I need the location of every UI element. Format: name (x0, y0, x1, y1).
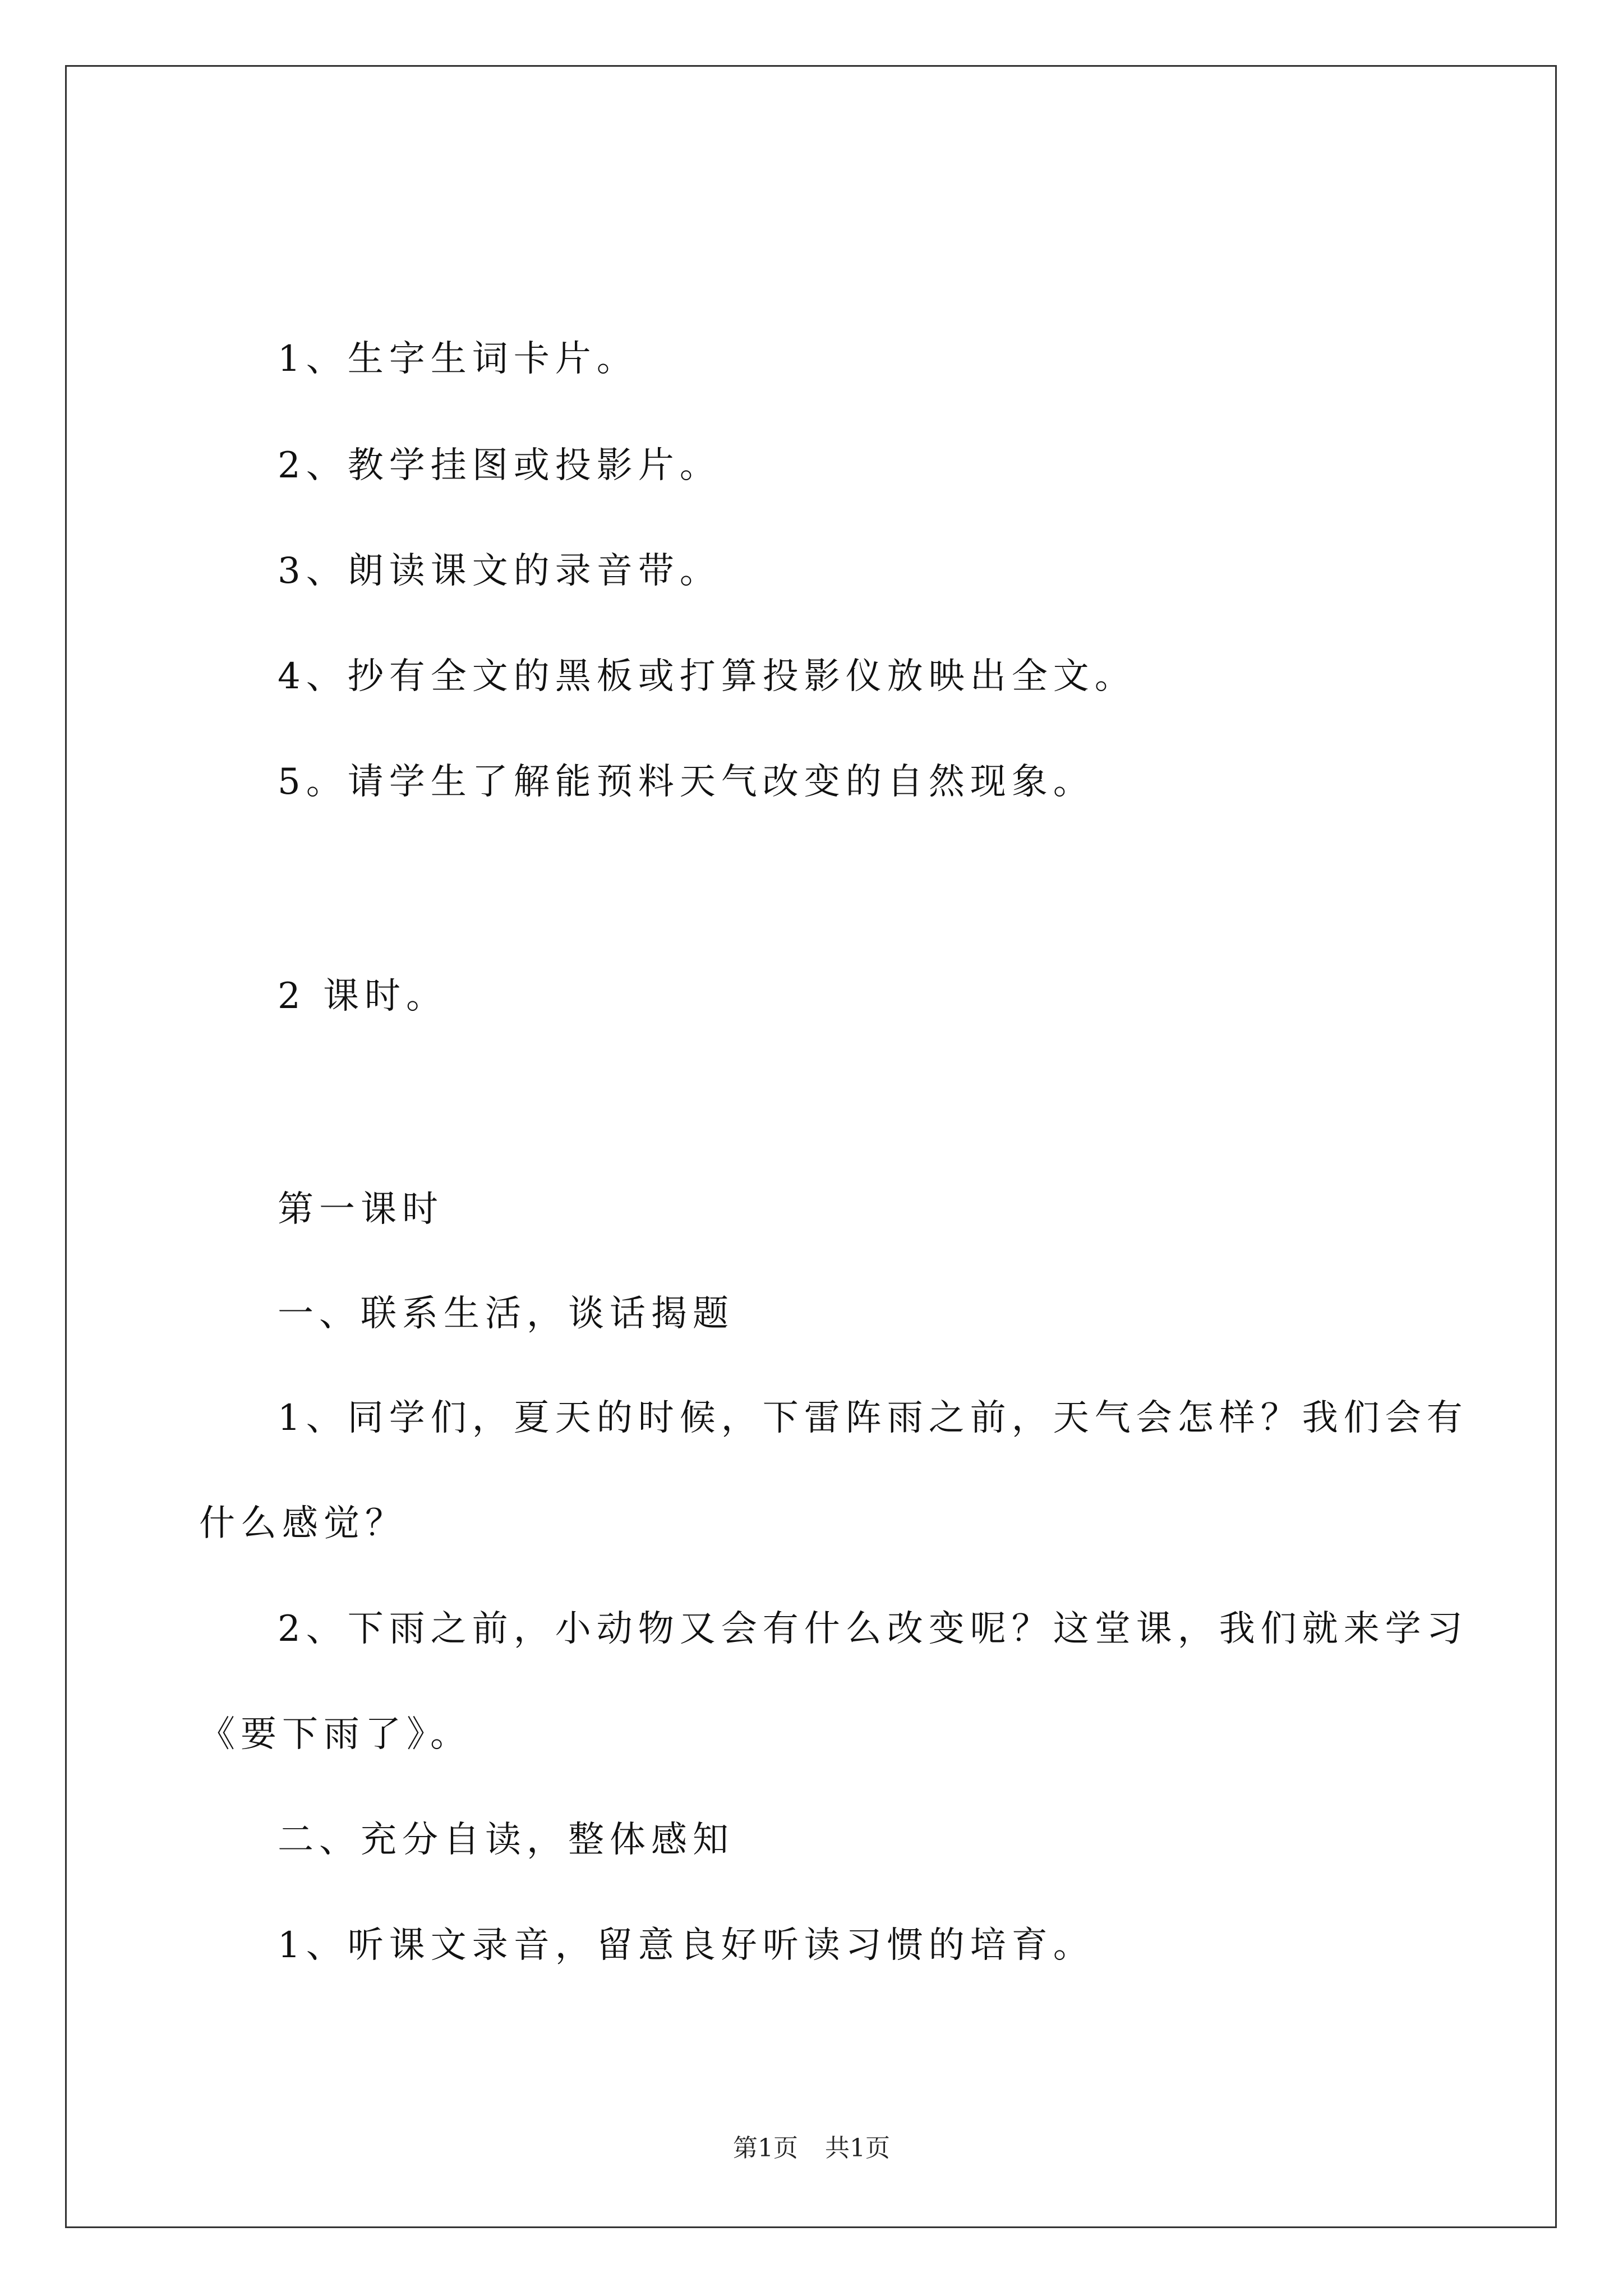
paragraph-5: 5。请学生了解能预料天气改变的自然现象。 (278, 761, 1095, 803)
paragraph-2: 2、教学挂图或投影片。 (278, 445, 721, 486)
paragraph-7-line-1: 1、同学们，夏天的时候，下雷阵雨之前，天气会怎样？我们会有 (278, 1397, 1468, 1439)
page-total: 共1页 (825, 2134, 890, 2162)
paragraph-3: 3、朗读课文的录音带。 (278, 550, 721, 592)
section-heading-2: 二、充分自读，整体感知 (278, 1819, 734, 1861)
paragraph-6: 2 课时。 (278, 976, 448, 1017)
section-heading-first-lesson: 第一课时 (278, 1189, 444, 1230)
paragraph-8-line-1: 2、下雨之前，小动物又会有什么改变呢？这堂课，我们就来学习 (278, 1608, 1468, 1650)
page-border (65, 65, 1557, 2228)
section-heading-1: 一、联系生活，谈话揭题 (278, 1293, 734, 1335)
paragraph-4: 4、抄有全文的黑板或打算投影仪放映出全文。 (278, 656, 1136, 697)
paragraph-7-line-2: 什么感觉？ (199, 1503, 407, 1544)
paragraph-9: 1、听课文录音，留意良好听读习惯的培育。 (278, 1925, 1095, 1966)
paragraph-8-line-2: 《要下雨了》。 (199, 1714, 472, 1755)
paragraph-1: 1、生字生词卡片。 (278, 338, 638, 380)
page-current: 第1页 (733, 2134, 798, 2162)
page-footer (0, 2132, 1623, 2165)
